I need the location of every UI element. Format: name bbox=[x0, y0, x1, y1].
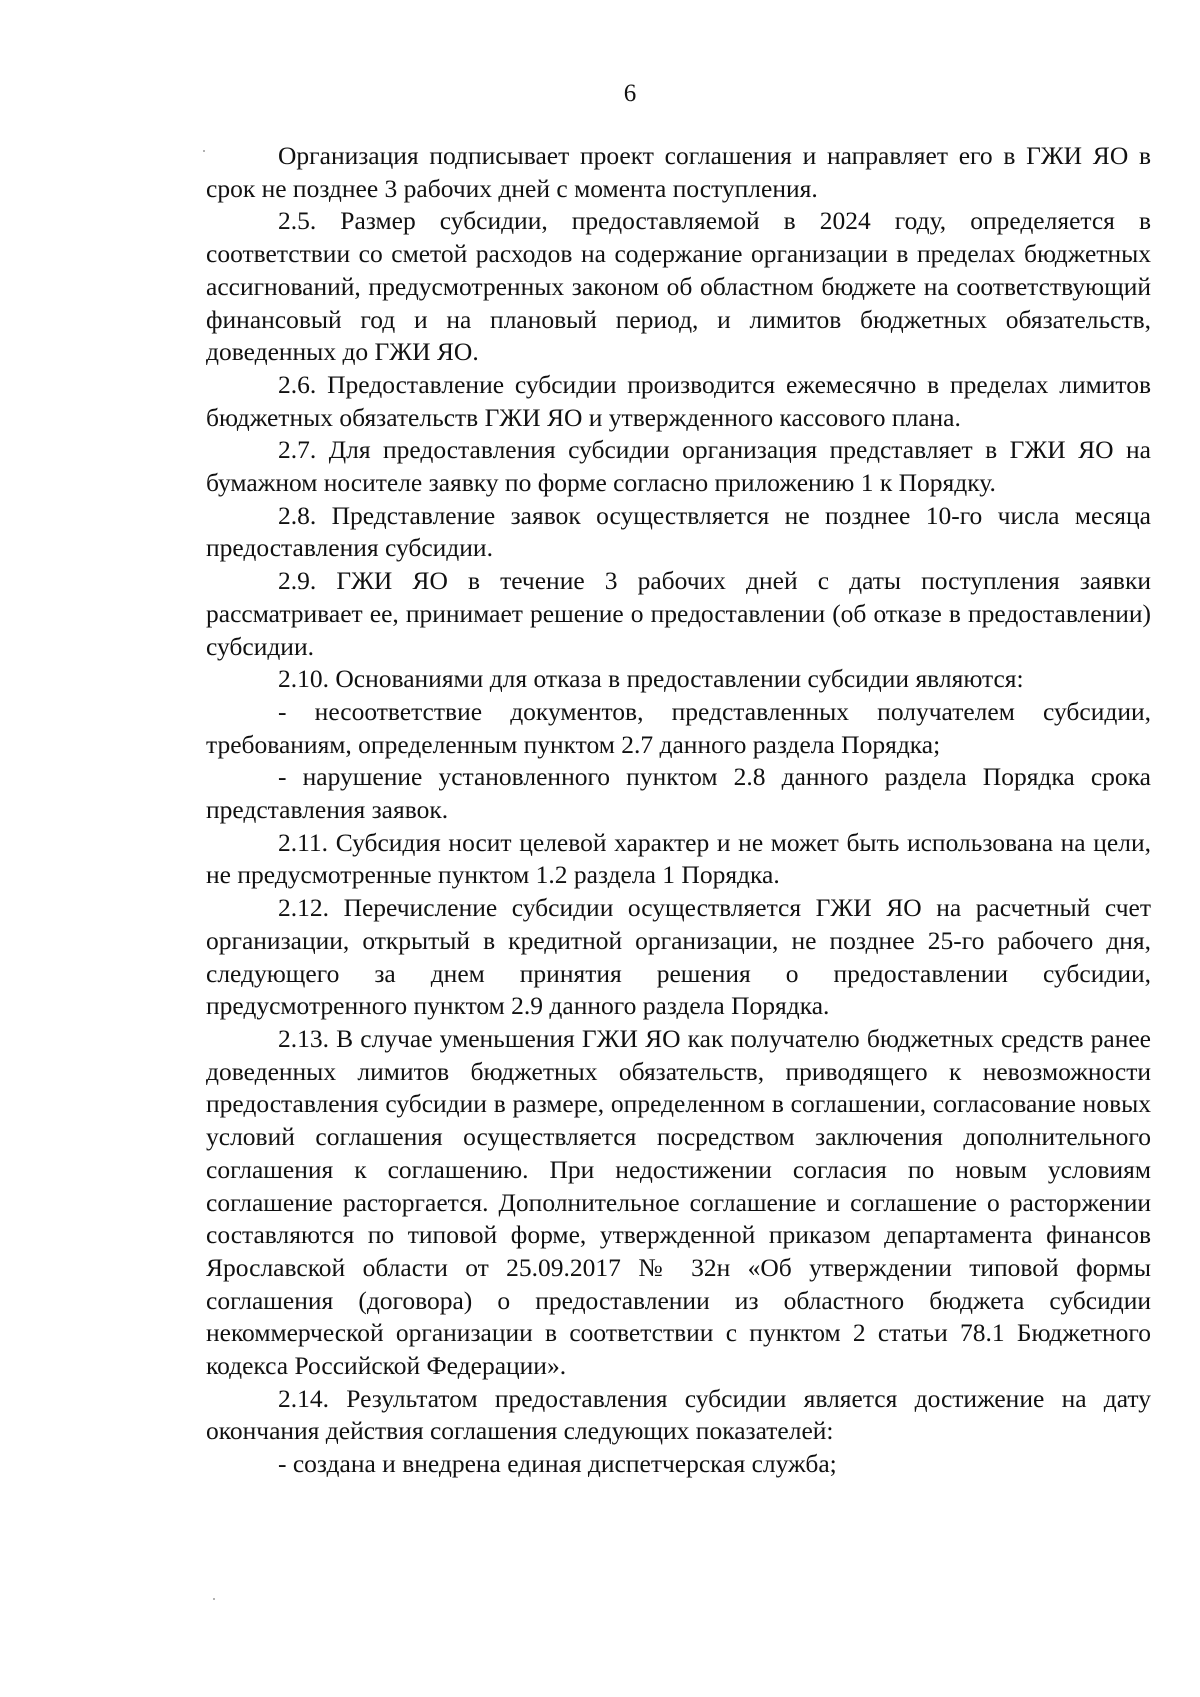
paragraph-2-13: 2.13. В случае уменьшения ГЖИ ЯО как получателю бюджетных средств ранее доведенных лимитов бюджетных обязательств, приводящего к невозможности предоставления субсидии в размере, определенном в соглашении, согласование новых условий соглашения осуществляется посредством заключения дополнительного соглашения к соглашению. При недостижении согласия по новым условиям соглашение расторгается. Дополнительное соглашение и соглашение о расторжении составляются по типовой форме, утвержденной приказом департамента финансов Ярославской области от 25.09.2017 № 32н «Об утверждении типовой формы соглашения (договора) о предоставлении из областного бюджета субсидии некоммерческой организации в соответствии с пунктом 2 статьи 78.1 Бюджетного кодекса Российской Федерации». bbox=[206, 1023, 1151, 1381]
paragraph-2-6: 2.6. Предоставление субсидии производится ежемесячно в пределах лимитов бюджетных обязательств ГЖИ ЯО и утвержденного кассового плана. bbox=[206, 369, 1151, 432]
scan-speck bbox=[213, 1598, 215, 1600]
paragraph-2-12: 2.12. Перечисление субсидии осуществляется ГЖИ ЯО на расчетный счет организации, открытый в кредитной организации, не позднее 25-го рабочего дня, следующего за днем принятия решения о предоставлении субсидии, предусмотренного пунктом 2.9 данного раздела Порядка. bbox=[206, 893, 1151, 1021]
page-number: 6 bbox=[623, 80, 637, 107]
paragraph: Организация подписывает проект соглашения и направляет его в ГЖИ ЯО в срок не позднее 3 рабочих дней с момента поступления. bbox=[206, 141, 1151, 203]
document-body bbox=[206, 140, 1151, 1481]
paragraph-2-9: 2.9. ГЖИ ЯО в течение 3 рабочих дней с даты поступления заявки рассматривает ее, принимает решение о предоставлении (об отказе в предоставлении) субсидии. bbox=[206, 566, 1151, 661]
paragraph-2-11: 2.11. Субсидия носит целевой характер и не может быть использована на цели, не предусмотренные пунктом 1.2 раздела 1 Порядка. bbox=[206, 827, 1151, 890]
paragraph-2-10: 2.10. Основаниями для отказа в предоставлении субсидии являются: bbox=[278, 664, 1024, 694]
list-item: - несоответствие документов, представленных получателем субсидии, требованиям, определенным пунктом 2.7 данного раздела Порядка; bbox=[206, 696, 1151, 759]
paragraph-2-8: 2.8. Представление заявок осуществляется не позднее 10-го числа месяца предоставления субсидии. bbox=[206, 500, 1151, 563]
paragraph-2-5: 2.5. Размер субсидии, предоставляемой в 2024 году, определяется в соответствии со сметой расходов на содержание организации в пределах бюджетных ассигнований, предусмотренных законом об областном бюджете на соответствующий финансовый год и на плановый период, и лимитов бюджетных обязательств, доведенных до ГЖИ ЯО. bbox=[206, 206, 1151, 367]
list-item: - создана и внедрена единая диспетчерская служба; bbox=[278, 1449, 837, 1479]
paragraph-2-7: 2.7. Для предоставления субсидии организация представляет в ГЖИ ЯО на бумажном носителе заявку по форме согласно приложению 1 к Порядку. bbox=[206, 435, 1151, 498]
scan-speck bbox=[203, 150, 205, 152]
list-item: - нарушение установленного пунктом 2.8 данного раздела Порядка срока представления заявок. bbox=[206, 762, 1151, 825]
paragraph-2-14: 2.14. Результатом предоставления субсидии является достижение на дату окончания действия соглашения следующих показателей: bbox=[206, 1383, 1151, 1446]
